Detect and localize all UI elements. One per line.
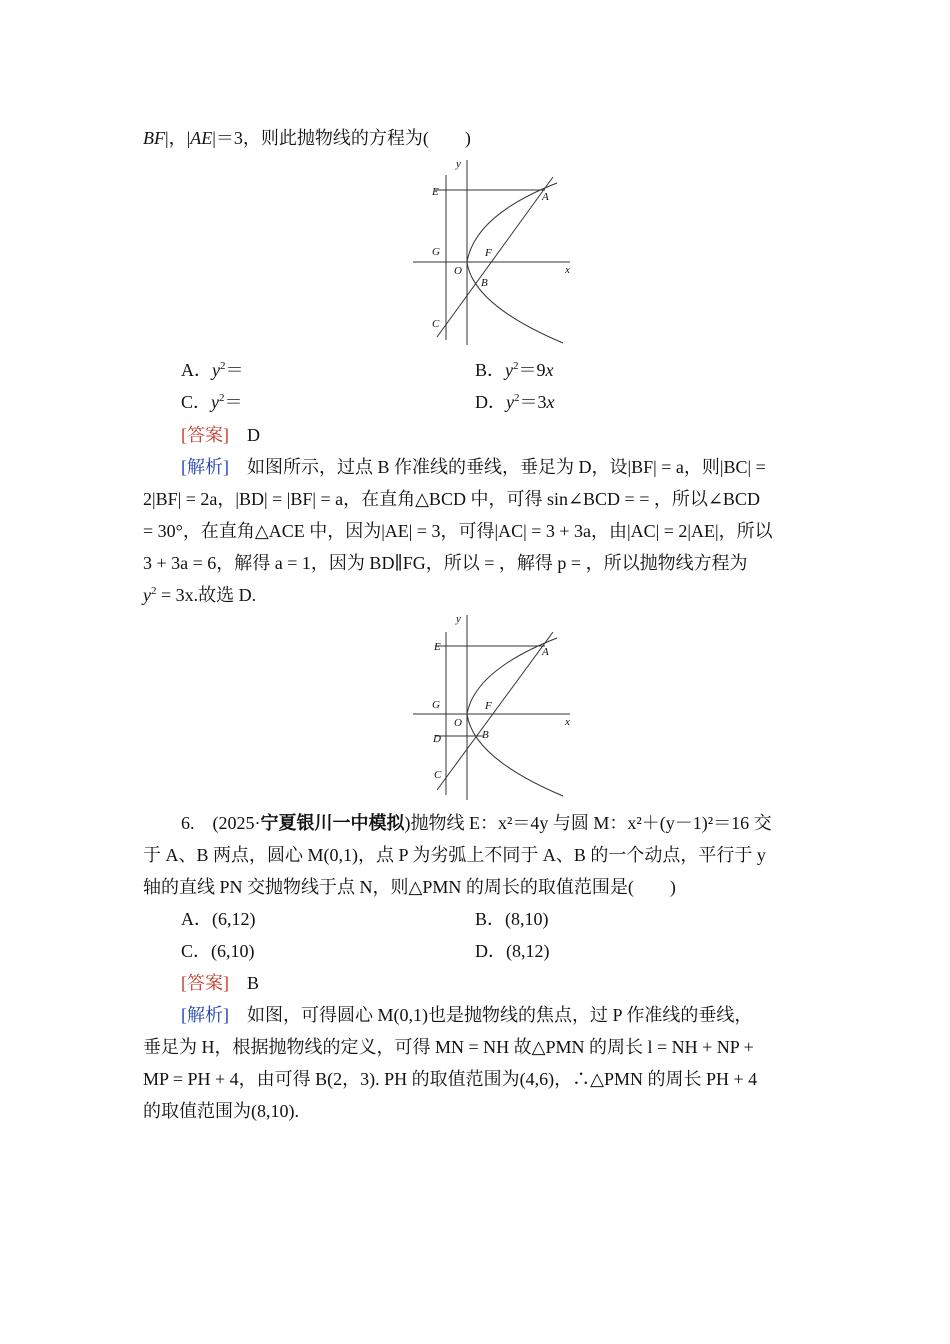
- q6-answer-tag: [答案]: [181, 973, 229, 993]
- fig2-label-a: A: [542, 646, 549, 658]
- fig1-label-y: y: [456, 158, 461, 170]
- fig1-label-f: F: [485, 247, 492, 259]
- option-d-x: x: [546, 392, 555, 412]
- fig2-label-e: E: [434, 641, 441, 653]
- fig1-label-g: G: [432, 246, 440, 258]
- q6-analysis-line-2: 垂足为 H，根据抛物线的定义，可得 MN = NH 故△PMN 的周长 l = NH + NP +: [143, 1037, 754, 1057]
- q5-option-b: [475, 356, 554, 382]
- q5-option-c: [181, 388, 243, 414]
- q5-text-b: |＝3，则此抛物线的方程为( ): [212, 128, 471, 148]
- q6-option-d: D．(8,12): [475, 941, 550, 961]
- fig1-label-o: O: [454, 265, 462, 277]
- q5-option-d: [475, 388, 555, 414]
- option-c-sup: 2: [219, 392, 225, 404]
- answer-value: D: [247, 425, 260, 445]
- fig1-label-c: C: [432, 318, 440, 330]
- q6-answer: [181, 969, 259, 995]
- parabola-figure-2: [405, 610, 585, 800]
- fig2-label-x: x: [565, 716, 570, 728]
- q6-option-b: B．(8,10): [475, 909, 549, 929]
- q5-option-a: [181, 356, 244, 382]
- analysis-sup: 2: [151, 585, 157, 597]
- q6-stem-line-1: [181, 809, 772, 835]
- focal-line: [437, 632, 553, 790]
- fig1-label-a: A: [542, 191, 549, 203]
- fig2-label-d: D: [433, 733, 441, 745]
- q6-source: 宁夏银川一中模拟: [260, 813, 405, 833]
- q6-analysis-line-1: [181, 1001, 752, 1027]
- q6-stem-line-3: 轴的直线 PN 交抛物线于点 N，则△PMN 的周长的取值范围是( ): [143, 877, 676, 897]
- q6-analysis-line-4: 的取值范围为(8,10).: [143, 1101, 299, 1121]
- option-d-y: y: [506, 392, 514, 412]
- option-a-sup: 2: [220, 360, 226, 372]
- analysis-text-5: = 3x.故选 D.: [156, 585, 257, 605]
- parabola-curve: [467, 183, 563, 343]
- option-b-y: y: [505, 360, 514, 380]
- q6-answer-value: B: [247, 973, 260, 993]
- q5-ae: AE: [190, 128, 213, 148]
- fig1-label-e: E: [432, 186, 439, 198]
- q6-option-c: C．(6,10): [181, 941, 255, 961]
- q5-analysis-line-4: 3 + 3a = 6，解得 a = 1，因为 BD∥FG，所以 = ，解得 p = ，所以抛物线方程为: [143, 553, 748, 573]
- fig2-label-o: O: [454, 717, 462, 729]
- q5-analysis-line-5: [143, 581, 256, 607]
- q6-stem-line-2: 于 A、B 两点，圆心 M(0,1)，点 P 为劣弧上不同于 A、B 的一个动点，平行于 y: [143, 845, 766, 865]
- q5-analysis-line-1: [181, 453, 766, 479]
- fig1-label-b: B: [481, 277, 488, 289]
- q6-source-open: (2025·: [212, 813, 261, 833]
- option-a-y: y: [212, 360, 220, 380]
- fig1-label-x: x: [565, 264, 570, 276]
- answer-tag: [答案]: [181, 425, 229, 445]
- q5-analysis-line-3: = 30°，在直角△ACE 中，因为|AE| = 3，可得|AC| = 3 + 3a，由|AC| = 2|AE|，所以: [143, 521, 773, 541]
- fig2-label-g: G: [432, 699, 440, 711]
- option-b-sup: 2: [513, 360, 519, 372]
- analysis-tag: [解析]: [181, 457, 229, 477]
- fig2-label-b: B: [482, 729, 489, 741]
- option-c-rest: ＝: [224, 392, 243, 412]
- fig2-label-y: y: [456, 613, 461, 625]
- q6-stem-text-1: 抛物线 E：x²＝4y 与圆 M：x²＋(y－1)²＝16 交: [410, 813, 772, 833]
- q5-stem-tail: [143, 124, 471, 150]
- option-a-label: A．: [181, 360, 212, 380]
- fig2-label-c: C: [434, 769, 442, 781]
- q6-analysis-tag: [解析]: [181, 1005, 229, 1025]
- option-d-sup: 2: [514, 392, 520, 404]
- q6-analysis-text-1: 如图，可得圆心 M(0,1)也是抛物线的焦点，过 P 作准线的垂线，: [247, 1005, 753, 1025]
- option-b-rest: ＝9: [518, 360, 546, 380]
- q5-analysis-line-2: 2|BF| = 2a，|BD| = |BF| = a，在直角△BCD 中，可得 sin∠BCD = = ，所以∠BCD: [143, 489, 760, 509]
- parabola-curve: [467, 638, 563, 796]
- q6-source-close: ): [404, 813, 411, 833]
- q5-bf: BF: [143, 128, 165, 148]
- option-b-x: x: [545, 360, 554, 380]
- option-b-label: B．: [475, 360, 506, 380]
- q6-number: 6.: [181, 813, 195, 833]
- option-d-label: D．: [475, 392, 506, 412]
- fig2-label-f: F: [485, 700, 492, 712]
- analysis-y: y: [143, 585, 151, 605]
- option-c-label: C．: [181, 392, 212, 412]
- option-c-y: y: [211, 392, 220, 412]
- q5-text-a: |，|: [165, 128, 191, 148]
- q6-option-a: A．(6,12): [181, 909, 256, 929]
- q6-analysis-line-3: MP = PH + 4，由可得 B(2，3). PH 的取值范围为(4,6)，∴△PMN 的周长 PH + 4: [143, 1069, 758, 1089]
- q5-answer: [181, 421, 260, 447]
- focal-line: [437, 177, 553, 337]
- option-a-rest: ＝: [225, 360, 244, 380]
- parabola-figure-1: [405, 155, 585, 345]
- option-d-rest: ＝3: [519, 392, 547, 412]
- analysis-text-1: 如图所示，过点 B 作准线的垂线，垂足为 D，设|BF| = a，则|BC| =: [247, 457, 766, 477]
